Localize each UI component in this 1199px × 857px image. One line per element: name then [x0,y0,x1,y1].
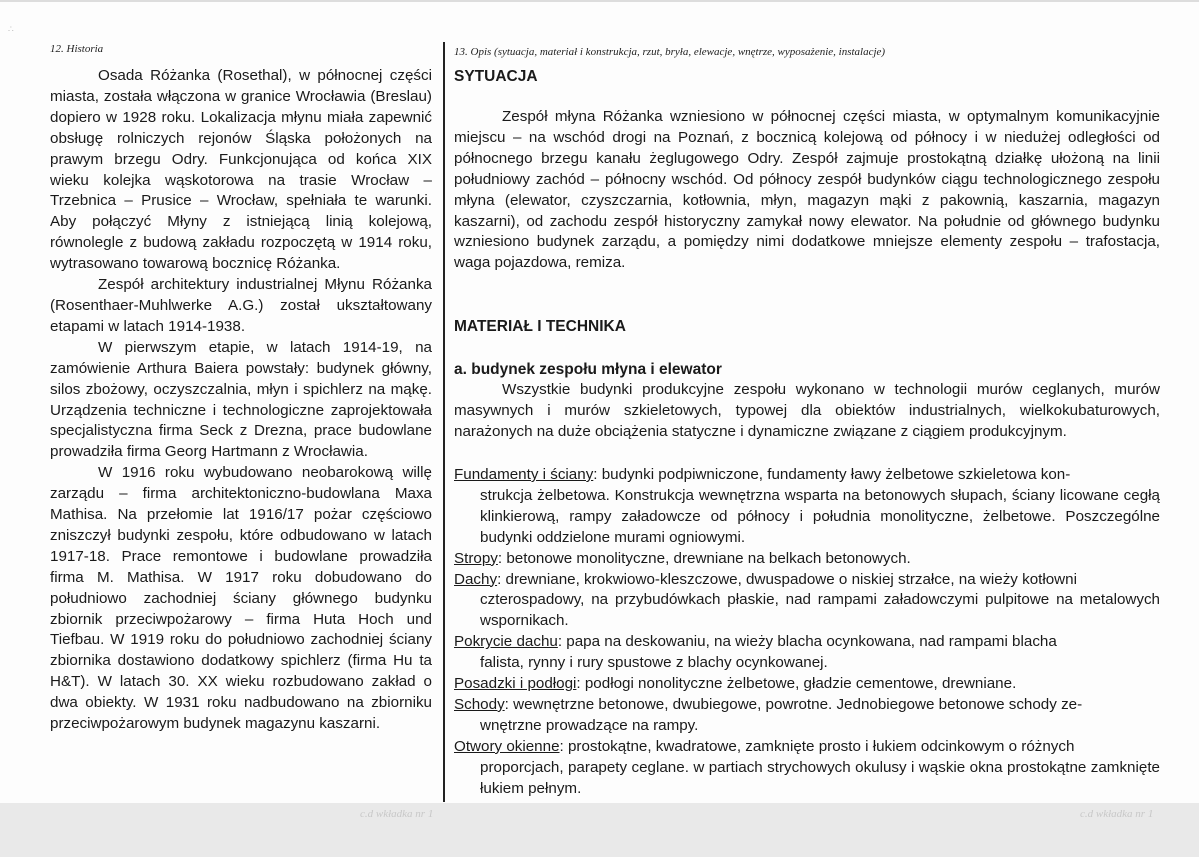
heading-material-technika: MATERIAŁ I TECHNIKA [454,318,626,336]
entry-term: Fundamenty i ściany [454,465,594,483]
spacer [454,443,1160,465]
material-intro-text: Wszystkie budynki produkcyjne zespołu wykonano w technologii murów ceglanych, murów masywnych i murów szkieletowych, typowej dla obiektów industrialnych, wielkokubaturowych, narażonych na duże obciążenia statyczne i dynamiczne związane z ciągiem produkcyjnym. [454,381,1160,441]
entry-continuation: wnętrzne prowadzące na rampy. [480,716,699,734]
entry-first-line: : wewnętrzne betonowe, dwubiegowe, powrotne. Jednobiegowe betonowe schody ze- [504,695,1083,713]
footer-ghost-left: c.d wkładka nr 1 [360,808,434,820]
page-bottom-band [0,803,1199,857]
entry-posadzki [454,674,1160,695]
historia-paragraph-4: W 1916 roku wybudowano neobarokową willę zarządu – firma architektoniczno-budowlana Maxa Mathisa. Na przełomie lat 1916/17 pożar częściowo zniszczył budynki zespołu, które odbudowano w latach 1917-18. Prace remontowe i budowlane prowadziła firma M. Mathisa. W 1917 roku dobudowano do południowo zachodniej ściany głównego budynku zbiornik przeciwpożarowy – firma Huta Hoch und Tiefbau. W 1919 roku do południowo zachodniej ściany zbiornika dostawiono dodatkowy spichlerz (firma Hu ta H&T). W latach 30. XX wieku rozbudowano zakład o dwa obiekty. W 1931 roku nadbudowano na zbiorniku przeciwpożarowym budynek magazynu kaszarni. [50,464,432,733]
spacer [454,87,1160,107]
spacer [454,274,1160,316]
entry-fundamenty [454,465,1160,549]
entry-term: Pokrycie dachu [454,633,558,651]
historia-paragraph-3: W pierwszym etapie, w latach 1914-19, na zamówienie Arthura Baiera powstały: budynek główny, silos zbożowy, oczyszczalnia, młyn i spichlerz na mąkę. Urządzenia techniczne i technologiczne zaprojektowała specjalistyczna firma Seck z Drezna, prace budowlane prowadziła firma Georg Hartmann z Wrocławia. [50,338,432,461]
section-label-opis: 13. Opis (sytuacja, materiał i konstrukcja, rzut, bryła, elewacje, wnętrze, wyposażenie, instalacje) [454,46,886,58]
entry-first-line: : podłogi nonolityczne żelbetowe, gładzie cementowe, drewniane. [576,675,1017,693]
entry-dachy [454,570,1160,633]
entry-continuation: czterospadowy, na przybudówkach płaskie, nad rampami załadowczymi pulpitowe na metalowych wspornikach. [480,591,1160,630]
entry-first-line: : budynki podpiwniczone, fundamenty ławy żelbetowe szkieletowa kon- [593,465,1071,483]
subheading-budynek-mlyna: a. budynek zespołu młyna i elewator [454,361,722,379]
top-edge [0,0,1199,2]
entry-term: Otwory okienne [454,737,560,755]
entry-first-line: : drewniane, krokwiowo-kleszczowe, dwuspadowe o niskiej strzałce, na wieży kotłowni [497,570,1077,588]
entry-continuation: falista, rynny i rury spustowe z blachy ocynkowanej. [480,654,828,672]
historia-paragraph-2: Zespół architektury industrialnej Młynu Różanka (Rosenthaer-Muhlwerke A.G.) został ukształtowany etapami w latach 1914-1938. [50,276,432,335]
entry-continuation: proporcjach, parapety ceglane. w partiach strychowych okulusy i wąskie okna prostokątne zamknięte łukiem pełnym. [480,758,1160,797]
opis-column [454,66,1160,799]
entry-pokrycie-dachu [454,632,1160,674]
historia-column [50,66,432,735]
entry-stropy [454,549,1160,570]
entry-term: Posadzki i podłogi [454,675,577,693]
footer-ghost-right: c.d wkładka nr 1 [1080,808,1154,820]
sytuacja-text: Zespół młyna Różanka wzniesiono w północnej części miasta, w optymalnym komunikacyjnie miejscu – na wschód drogi na Poznań, z bocznicą kolejową od północy i w niedużej odległości od północnego brzegu kanału żeglugowego Odry. Zespół zajmuje prostokątną działkę ułożoną na linii południowy zachód – północny wschód. Od północy zespół budynków ciągu technologicznego zespołu młyna (elewator, czyszczarnia, kotłownia, młyn, magazyn mąki z pakownią, kaszarnia, magazyn kaszarni), od zachodu zespół historyczny zamykał nowy elewator. Na południe od głównego budynku wzniesiono budynek zarządu, a pomiędzy nimi dodatkowe mniejsze elementy zespołu – trafostacja, waga pojazdowa, remiza. [454,108,1160,272]
heading-sytuacja: SYTUACJA [454,68,538,85]
entry-otwory-okienne [454,737,1160,800]
spacer [454,337,1160,359]
section-label-historia: 12. Historia [50,43,104,55]
entry-term: Dachy [454,570,498,588]
entry-first-line: : prostokątne, kwadratowe, zamknięte prosto i łukiem odcinkowym o różnych [559,737,1075,755]
entry-first-line: : betonowe monolityczne, drewniane na belkach betonowych. [497,549,911,567]
historia-paragraph-1: Osada Różanka (Rosethal), w północnej części miasta, została włączona w granice Wrocławia (Breslau) dopiero w 1928 roku. Lokalizacja młynu miała zapewnić obsługę rolniczych rejonów Śląska położonych na prawym brzegu Odry. Funkcjonująca od końca XIX wieku kolejka wąskotorowa na trasie Wrocław –Trzebnica – Prusice – Wrocław, spełniała te warunki. Aby połączyć Młyny z istniejącą linią kolejową, równolegle z budową zakładu rozpoczętą w 1914 roku, wytrasowano towarową bocznicę Różanka. [50,67,432,273]
entry-first-line: : papa na deskowaniu, na wieży blacha ocynkowana, nad rampami blacha [557,633,1057,651]
entry-continuation: strukcja żelbetowa. Konstrukcja wewnętrzna wsparta na betonowych słupach, ściany licowane cegłą klinkierową, rampy załadowcze od północy i południa monolityczne, żelbetowe. Poszczególne budynki oddzielone murami ogniowymi. [480,486,1160,546]
corner-scan-mark: ∴ [8,24,14,34]
entry-term: Schody [454,695,505,713]
entry-term: Stropy [454,549,498,567]
entry-schody [454,695,1160,737]
column-divider [443,42,445,802]
